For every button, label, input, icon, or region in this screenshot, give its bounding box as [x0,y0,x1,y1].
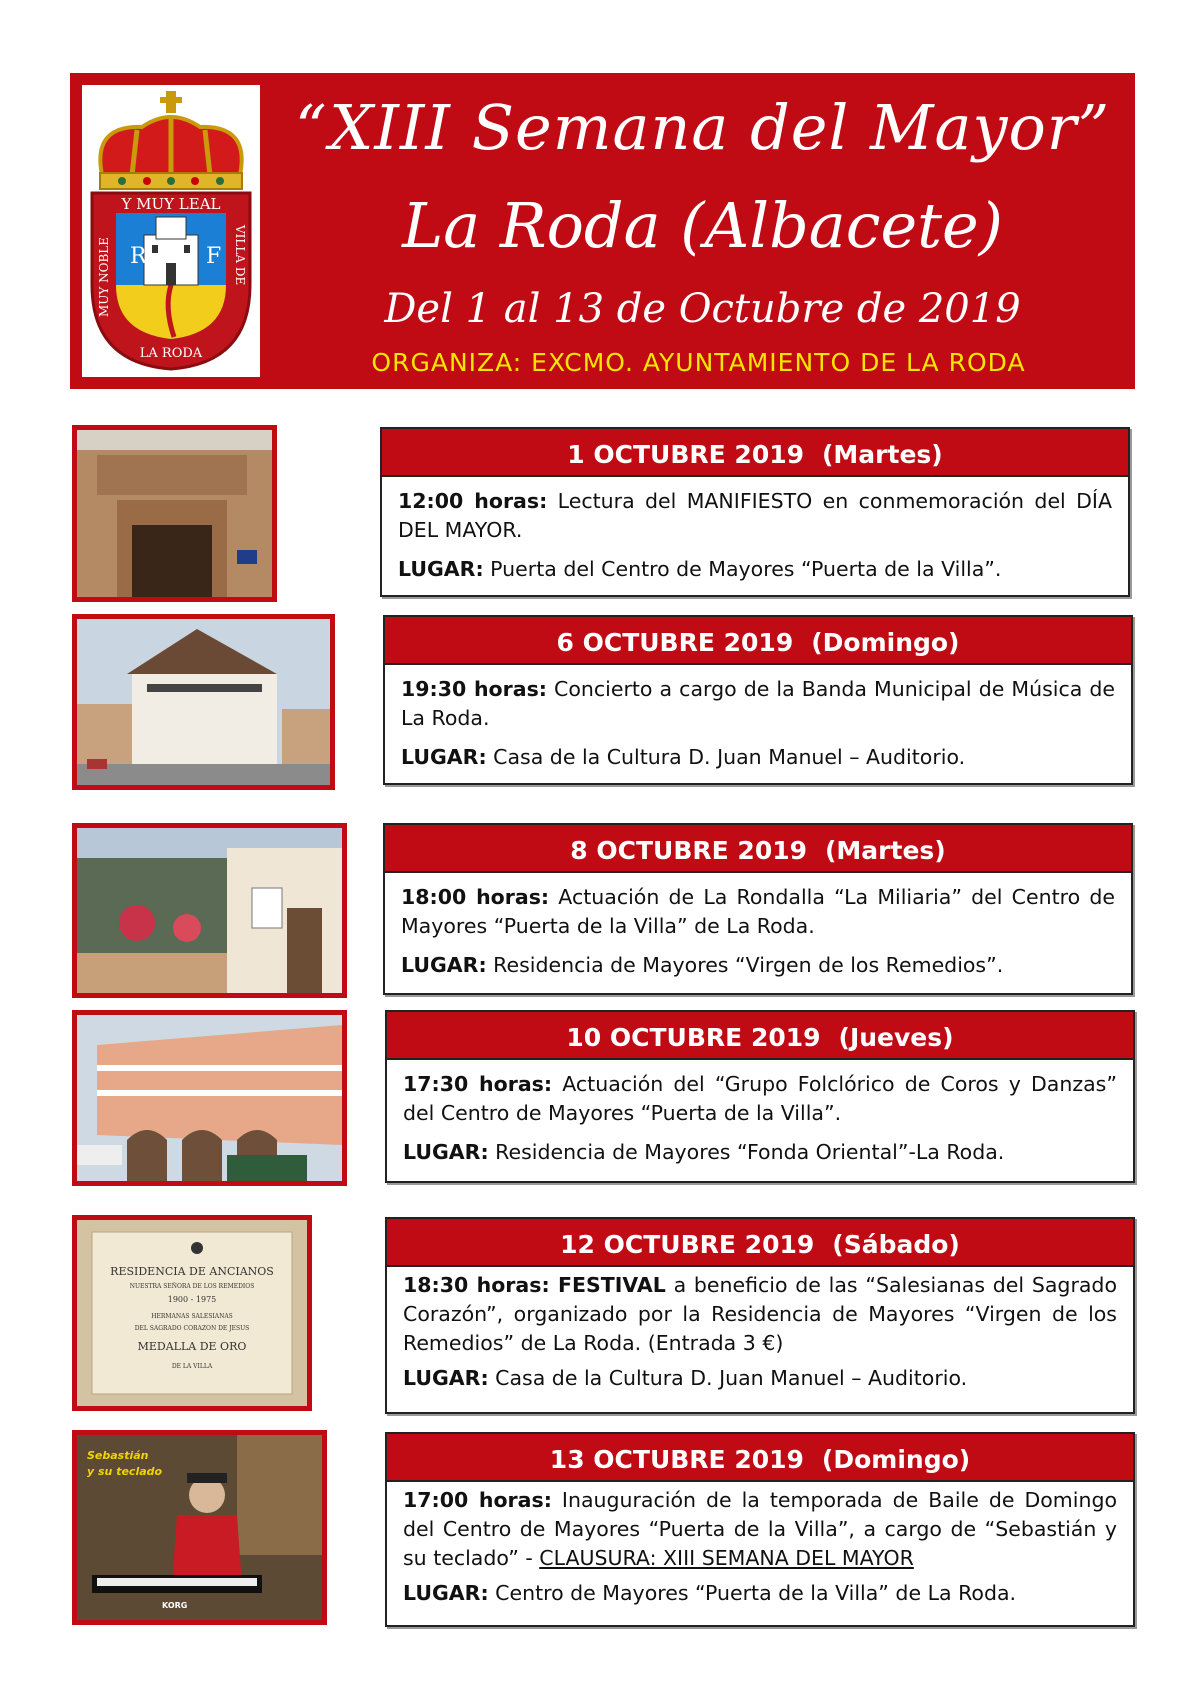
event-description: 18:30 horas: FESTIVAL a beneficio de las “Salesianas del Sagrado Corazón”, organizado por la Residencia de Mayores “Virgen de los Remedios” de La Roda. (Entrada 3 €) [403,1273,1117,1355]
svg-text:1900 - 1975: 1900 - 1975 [167,1295,217,1304]
event-time: 18:30 horas: [403,1273,550,1297]
event-date-header [387,1219,1133,1267]
svg-text:HERMANAS SALESIANAS: HERMANAS SALESIANAS [151,1313,233,1320]
event-title: “XIII Semana del Mayor” [294,91,1111,164]
svg-text:R: R [130,244,147,269]
event-venue: LUGAR: Puerta del Centro de Mayores “Puerta de la Villa”. [398,557,1002,581]
svg-text:DEL SAGRADO CORAZON DE JESUS: DEL SAGRADO CORAZON DE JESUS [134,1325,250,1332]
svg-text:y su teclado: y su teclado [87,1465,163,1478]
event-date: 12 OCTUBRE 2019 [560,1230,815,1259]
coat-of-arms-icon [82,85,260,377]
event-date-header [385,825,1131,873]
event-card [385,1217,1135,1414]
event-date-header [382,429,1128,477]
event-weekday: (Sábado) [832,1230,960,1259]
svg-text:NUESTRA SEÑORA DE LOS REMEDIOS: NUESTRA SEÑORA DE LOS REMEDIOS [129,1283,255,1290]
svg-text:Sebastián: Sebastián [87,1449,149,1462]
event-date: 13 OCTUBRE 2019 [549,1445,804,1474]
event-description: 17:00 horas: Inauguración de la temporada de Baile de Domingo del Centro de Mayores “Puerta de la Villa”, a cargo de “Sebastián y su teclado” - CLAUSURA: XIII SEMANA DEL MAYOR [403,1488,1118,1570]
svg-text:MUY NOBLE: MUY NOBLE [97,236,111,317]
event-card [385,1432,1135,1627]
svg-text:VILLA DE: VILLA DE [233,225,247,286]
poster-header [70,73,1135,389]
event-date-header [387,1434,1133,1482]
event-venue: LUGAR: Centro de Mayores “Puerta de la Villa” de La Roda. [403,1581,1017,1605]
svg-text:KORG: KORG [162,1601,188,1610]
event-weekday: (Domingo) [821,1445,971,1474]
event-time: 17:30 horas: [403,1072,553,1096]
event-weekday: (Martes) [822,440,943,469]
svg-text:Y MUY LEAL: Y MUY LEAL [121,195,221,213]
photo-casa-cultura [72,614,335,790]
event-description: 19:30 horas: Concierto a cargo de la Banda Municipal de Música de La Roda. [401,677,1115,730]
event-time: 19:30 horas: [401,677,547,701]
event-date: 10 OCTUBRE 2019 [566,1023,821,1052]
event-details [382,477,1128,584]
event-details [387,1482,1133,1608]
svg-text:LA RODA: LA RODA [139,346,203,361]
event-venue: LUGAR: Residencia de Mayores “Fonda Oriental”-La Roda. [403,1140,1005,1164]
event-card [383,823,1133,995]
svg-text:DE LA VILLA: DE LA VILLA [171,1363,213,1370]
closing-note: CLAUSURA: XIII SEMANA DEL MAYOR [539,1546,914,1570]
svg-text:RESIDENCIA DE ANCIANOS: RESIDENCIA DE ANCIANOS [110,1265,274,1278]
event-weekday: (Domingo) [811,628,960,657]
event-venue: LUGAR: Casa de la Cultura D. Juan Manuel – Auditorio. [401,745,966,769]
event-date: 8 OCTUBRE 2019 [570,836,807,865]
event-venue: LUGAR: Residencia de Mayores “Virgen de los Remedios”. [401,953,1004,977]
event-date: 6 OCTUBRE 2019 [556,628,794,657]
event-card [380,427,1130,597]
event-card [385,1010,1135,1183]
event-details [387,1060,1133,1167]
photo-centro-mayores-door [72,425,277,602]
event-weekday: (Martes) [825,836,946,865]
svg-text:F: F [206,244,222,269]
photo-placa-residencia [72,1215,312,1411]
event-details [385,665,1131,772]
event-description: 18:00 horas: Actuación de La Rondalla “La Miliaria” del Centro de Mayores “Puerta de la Villa” de La Roda. [401,885,1115,938]
svg-text:MEDALLA DE ORO: MEDALLA DE ORO [137,1340,247,1353]
photo-fonda-oriental [72,1010,347,1186]
organizer-line: ORGANIZA: EXCMO. AYUNTAMIENTO DE LA RODA [371,348,1026,377]
event-time: 18:00 horas: [401,885,550,909]
event-date-header [387,1012,1133,1060]
photo-residencia-remedios [72,823,347,998]
event-time: 12:00 horas: [398,489,548,513]
event-details [387,1267,1133,1393]
event-details [385,873,1131,980]
event-location-title: La Roda (Albacete) [402,189,1003,262]
event-highlight: FESTIVAL [549,1273,666,1297]
event-card [383,615,1133,785]
event-date-header [385,617,1131,665]
event-description: 12:00 horas: Lectura del MANIFIESTO en conmemoración del DÍA DEL MAYOR. [398,489,1112,542]
coat-of-arms [82,85,260,377]
photo-sebastian-teclado [72,1430,327,1625]
event-description: 17:30 horas: Actuación del “Grupo Folclórico de Coros y Danzas” del Centro de Mayores “Puerta de la Villa”. [403,1072,1117,1125]
event-time: 17:00 horas: [403,1488,552,1512]
event-dates: Del 1 al 13 de Octubre de 2019 [384,286,1021,332]
event-date: 1 OCTUBRE 2019 [567,440,804,469]
event-venue: LUGAR: Casa de la Cultura D. Juan Manuel – Auditorio. [403,1366,968,1390]
event-weekday: (Jueves) [838,1023,954,1052]
